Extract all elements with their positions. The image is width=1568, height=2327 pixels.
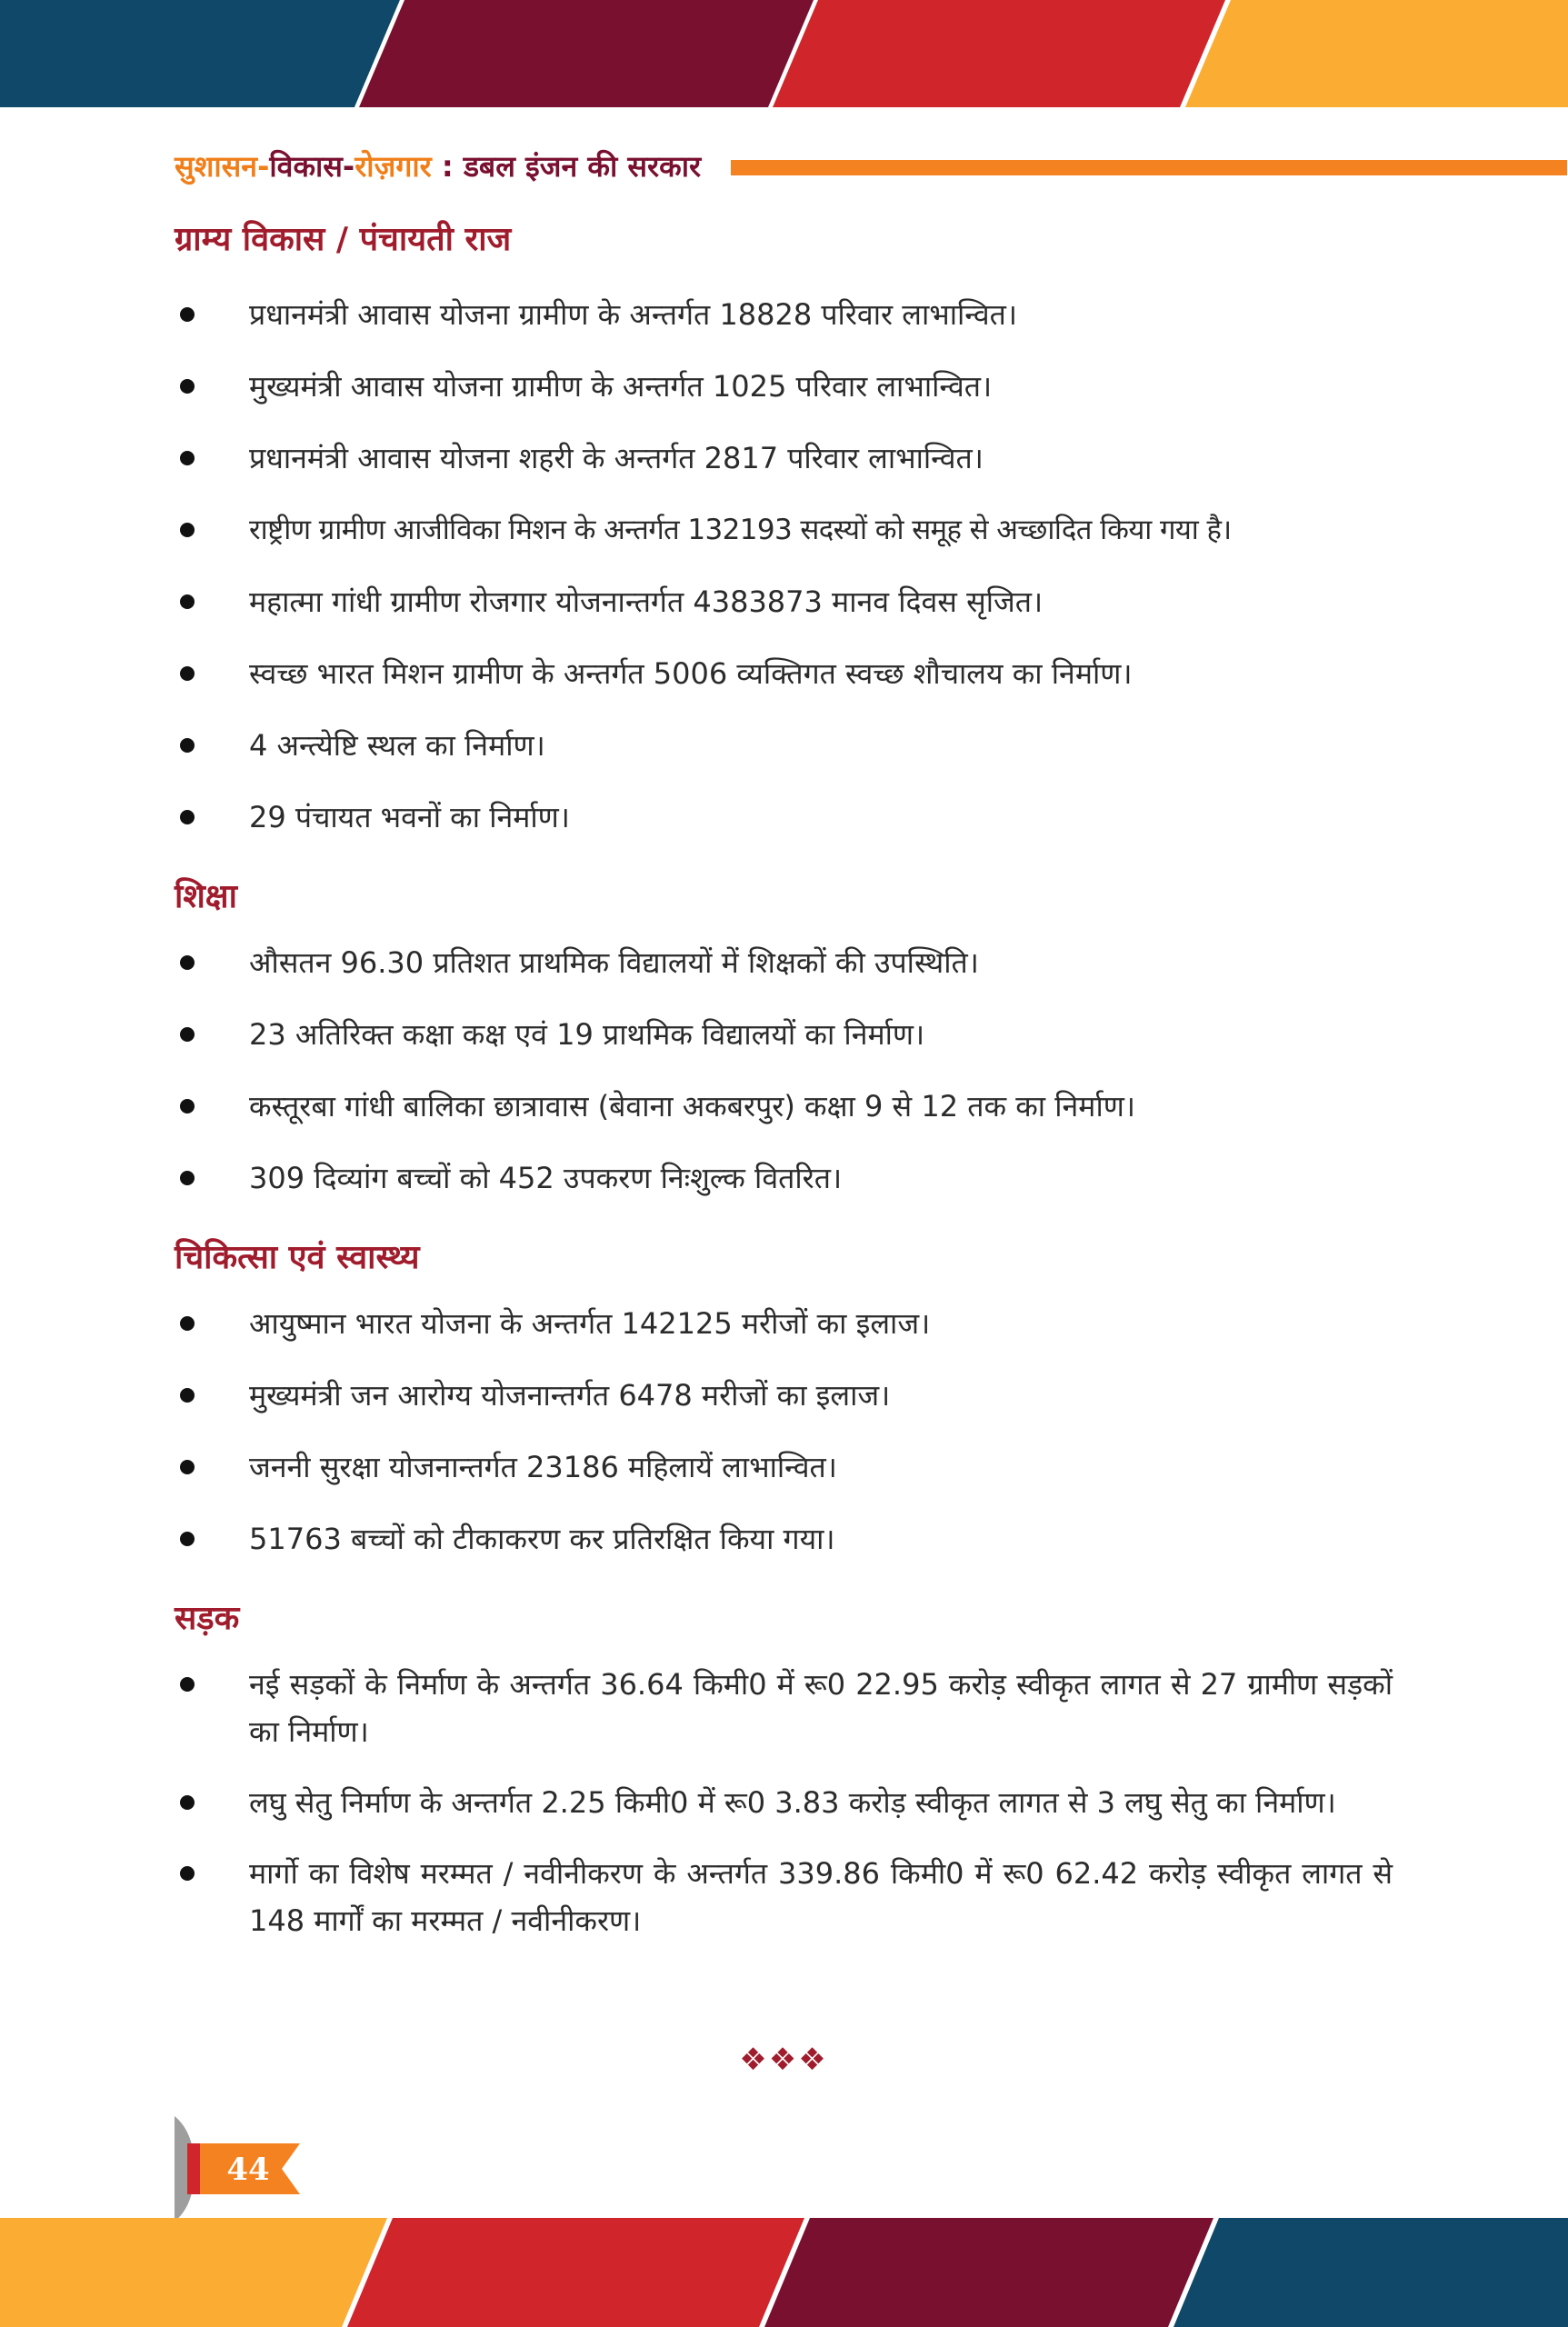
page-header — [175, 145, 1393, 187]
section-heading-health: चिकित्सा एवं स्वास्थ्य — [175, 1239, 420, 1276]
header-title-part-3: रोज़गार — [355, 149, 432, 184]
list-item-text: कस्तूरबा गांधी बालिका छात्रावास (बेवाना अकबरपुर) कक्षा 9 से 12 तक का निर्माण। — [249, 1089, 1135, 1124]
education-list — [175, 939, 1393, 1202]
bullet-icon — [180, 451, 195, 465]
bullet-icon — [180, 307, 195, 322]
page-number: 44 — [226, 2152, 270, 2188]
list-item-text: राष्ट्रीण ग्रामीण आजीविका मिशन के अन्तर्गत 132193 सदस्यों को समूह से अच्छादित किया गया है। — [249, 514, 1232, 546]
section-end-ornament-icon: ❖❖❖ — [739, 2042, 828, 2078]
list-item — [175, 363, 1393, 410]
bullet-icon — [180, 1677, 195, 1692]
bottom-band-maroon-stripe — [764, 2218, 1213, 2327]
header-title-part-4: : डबल इंजन की सरकार — [431, 149, 702, 184]
list-item — [175, 794, 1393, 841]
top-band-blue-stripe — [0, 0, 400, 107]
list-item-text: 309 दिव्यांग बच्चों को 452 उपकरण निःशुल्क वितरित। — [249, 1161, 843, 1195]
bullet-icon — [180, 1795, 195, 1810]
section-heading-education: शिक्षा — [175, 878, 237, 915]
bullet-icon — [180, 1099, 195, 1114]
list-item — [175, 506, 1393, 554]
header-rule — [731, 160, 1567, 175]
bullet-icon — [180, 1460, 195, 1474]
list-item-text: नई सड़कों के निर्माण के अन्तर्गत 36.64 किमी0 में रू0 22.95 करोड़ स्वीकृत लागत से 27 ग्रामीण सड़कों का निर्माण। — [249, 1667, 1393, 1749]
list-item-text: स्वच्छ भारत मिशन ग्रामीण के अन्तर्गत 5006 व्यक्तिगत स्वच्छ शौचालय का निर्माण। — [249, 656, 1133, 691]
bullet-icon — [180, 1316, 195, 1331]
header-title-part-1: सुशासन- — [175, 149, 270, 184]
bottom-color-band — [0, 2218, 1568, 2327]
list-item — [175, 291, 1393, 338]
list-item-text: जननी सुरक्षा योजनान्तर्गत 23186 महिलायें लाभान्वित। — [249, 1450, 837, 1484]
top-band-maroon-stripe — [359, 0, 814, 107]
list-item-text: 4 अन्त्येष्टि स्थल का निर्माण। — [249, 728, 545, 763]
header-title — [175, 145, 701, 187]
bullet-icon — [180, 1171, 195, 1185]
rural-development-list — [175, 291, 1393, 841]
list-item — [175, 939, 1393, 986]
list-item — [175, 1083, 1393, 1130]
list-item — [175, 650, 1393, 697]
list-item-text: प्रधानमंत्री आवास योजना शहरी के अन्तर्गत 2817 परिवार लाभान्वित। — [249, 441, 984, 475]
list-item — [175, 434, 1393, 482]
list-item-text: महात्मा गांधी ग्रामीण रोजगार योजनान्तर्गत 4383873 मानव दिवस सृजित। — [249, 584, 1044, 619]
list-item — [175, 1154, 1393, 1202]
bullet-icon — [180, 810, 195, 824]
bullet-icon — [180, 594, 195, 609]
bullet-icon — [180, 1532, 195, 1546]
list-item-text: मुख्यमंत्री आवास योजना ग्रामीण के अन्तर्गत 1025 परिवार लाभान्वित। — [249, 369, 993, 404]
list-item — [175, 1011, 1393, 1058]
top-color-band — [0, 0, 1568, 107]
list-item-text: 23 अतिरिक्त कक्षा कक्ष एवं 19 प्राथमिक विद्यालयों का निर्माण। — [249, 1017, 925, 1052]
bullet-icon — [180, 1388, 195, 1403]
bullet-icon — [180, 1866, 195, 1881]
roads-list — [175, 1661, 1393, 1944]
list-item-text: लघु सेतु निर्माण के अन्तर्गत 2.25 किमी0 में रू0 3.83 करोड़ स्वीकृत लागत से 3 लघु सेतु का निर्माण। — [249, 1785, 1336, 1820]
list-item — [175, 722, 1393, 769]
list-item-text: औसतन 96.30 प्रतिशत प्राथमिक विद्यालयों में शिक्षकों की उपस्थिति। — [249, 945, 979, 980]
list-item-text: आयुष्मान भारत योजना के अन्तर्गत 142125 मरीजों का इलाज। — [249, 1306, 931, 1341]
list-item — [175, 1300, 1393, 1347]
header-title-part-2: विकास- — [269, 149, 355, 184]
top-band-red-stripe — [773, 0, 1225, 107]
bottom-band-red-stripe — [347, 2218, 804, 2327]
list-item — [175, 578, 1393, 625]
list-item — [175, 1779, 1393, 1826]
bullet-icon — [180, 379, 195, 394]
list-item-text: मुख्यमंत्री जन आरोग्य योजनान्तर्गत 6478 मरीजों का इलाज। — [249, 1378, 891, 1413]
bullet-icon — [180, 666, 195, 681]
bullet-icon — [180, 955, 195, 970]
list-item — [175, 1661, 1393, 1755]
list-item — [175, 1850, 1393, 1944]
bullet-icon — [180, 1027, 195, 1042]
bottom-band-blue-stripe — [1174, 2218, 1568, 2327]
bullet-icon — [180, 523, 195, 537]
list-item-text: प्रधानमंत्री आवास योजना ग्रामीण के अन्तर्गत 18828 परिवार लाभान्वित। — [249, 297, 1018, 332]
list-item-text: मार्गो का विशेष मरम्मत / नवीनीकरण के अन्तर्गत 339.86 किमी0 में रू0 62.42 करोड़ स्वीकृत लागत से 148 मार्गों का मरम्मत / नवीनीकरण। — [249, 1856, 1393, 1938]
section-heading-roads: सड़क — [175, 1600, 240, 1637]
section-heading-rural-development: ग्राम्य विकास / पंचायती राज — [175, 221, 512, 258]
badge-ribbon-edge — [187, 2143, 200, 2194]
top-band-yellow-stripe — [1185, 0, 1568, 107]
bottom-band-yellow-stripe — [0, 2218, 387, 2327]
health-list — [175, 1300, 1393, 1563]
list-item — [175, 1515, 1393, 1563]
list-item — [175, 1372, 1393, 1419]
list-item — [175, 1443, 1393, 1491]
list-item-text: 29 पंचायत भवनों का निर्माण। — [249, 800, 570, 834]
list-item-text: 51763 बच्चों को टीकाकरण कर प्रतिरक्षित किया गया। — [249, 1522, 835, 1556]
bullet-icon — [180, 738, 195, 753]
main-content — [175, 218, 1393, 1944]
